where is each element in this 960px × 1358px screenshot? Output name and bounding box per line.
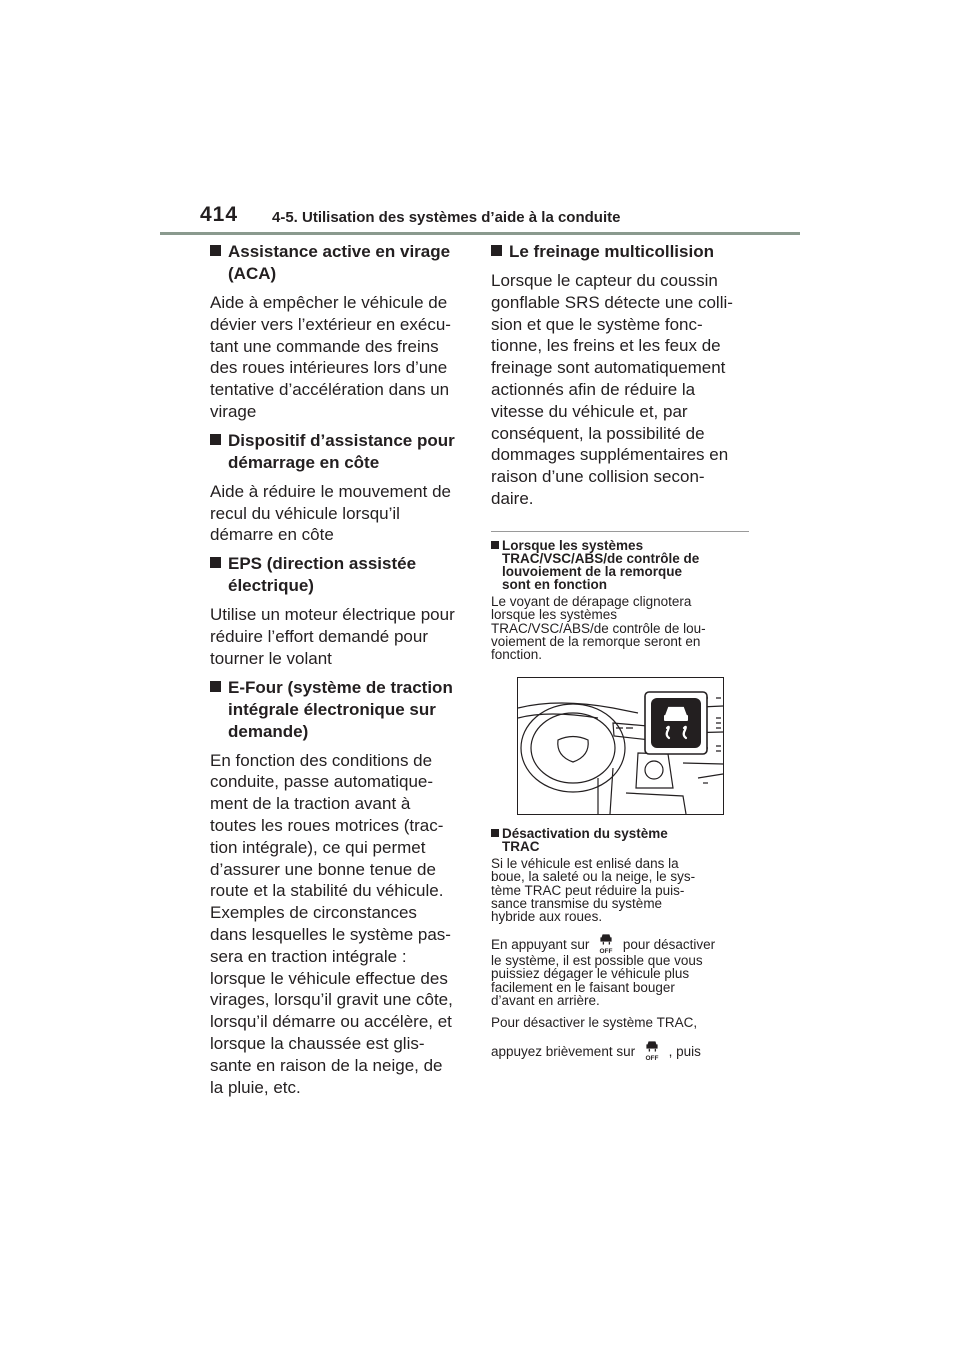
dashboard-illustration [517,677,724,815]
bullet-square-icon [491,829,499,837]
press-instructions: En appuyant sur OFF pour désactiver le système, il est possible que vous puissiez dégager le véhicule plus facilement en le faisant bouger d’avant en arrière. [491,932,753,1008]
aca-heading-text: Assistance active en virage (ACA) [228,242,451,283]
header-rule [160,232,800,235]
multi-heading [491,241,753,263]
eps-heading [210,553,465,597]
efour-heading [210,677,465,743]
left-column [210,241,465,1105]
hill-body: Aide à réduire le mouvement de recul du véhicule lorsqu’il démarre en côte [210,481,451,545]
press-trac-line: Pour désactiver le système TRAC, [491,1015,698,1031]
multi-heading-text: Le freinage multicollision [509,242,714,261]
aca-heading [210,241,465,285]
hill-heading [210,430,465,474]
eps-heading-text: EPS (direction assistée électrique) [228,554,417,596]
bullet-square-icon [210,245,221,256]
press-trac-line2: appuyez brièvement sur OFF , puis [491,1039,753,1061]
bullet-square-icon [210,434,221,445]
multi-body: Lorsque le capteur du coussin gonflable SRS détecte une colli- sion et que le système fonc- tionne, les freins et les feux de freinage sont automatiquement actionnés afin de réduire la vitesse du véhicule et, par conséquent, la possibilité de dommages supplémentaires en raison d’une collision secon- daire. [491,271,733,508]
right-column [491,241,753,1069]
operating-body: Le voyant de dérapage clignotera lorsque les systèmes TRAC/VSC/ABS/de contrôle de lou- voiement de la remorque seront en fonction. [491,593,706,663]
vsc-off-switch-icon [639,1039,665,1061]
section-divider [491,531,749,532]
operating-heading: Lorsque les systèmes TRAC/VSC/ABS/de contrôle de louvoiement de la remorque sont en fonction [491,539,753,591]
eps-body: Utilise un moteur électrique pour réduire l’effort demandé pour tourner le volant [210,605,455,668]
page-number: 414 [200,203,239,226]
bullet-square-icon [210,681,221,692]
bullet-square-icon [491,541,499,549]
svg-text:OFF: OFF [645,1055,659,1062]
deactivation-heading: Désactivation du système TRAC [491,827,753,853]
efour-heading-text: E-Four (système de traction intégrale électronique sur demande) [228,677,453,741]
dashboard-drawing [518,678,723,814]
aca-body: Aide à empêcher le véhicule de dévier vers l’extérieur en exécu- tant une commande des freins des roues intérieures lors d’une tentative d’accélération dans un virage [210,293,451,421]
section-title: 4-5. Utilisation des systèmes d’aide à la conduite [272,209,621,226]
vsc-off-switch-icon [593,932,619,954]
hill-heading-text: Dispositif d’assistance pour démarrage en côte [228,430,455,472]
bullet-square-icon [491,245,502,256]
deactivation-body: Si le véhicule est enlisé dans la boue, la saleté ou la neige, le sys- tème TRAC peut réduire la puis- sance transmise du système hybride aux roues. [491,855,696,925]
efour-body: En fonction des conditions de conduite, passe automatique- ment de la traction avant à toutes les roues motrices (trac- tion intégrale), ce qui permet d’assurer une bonne tenue de route et la stabilité du véhicule. Exemples de circonstances dans lesquelles le système pas- sera en traction intégrale : lorsque le véhicule effectue des virages, lorsqu’il gravit une côte, lorsqu’il démarre ou accélère, et lorsque la chaussée est glis- sante en raison de la neige, de la pluie, etc. [210,750,453,1097]
svg-text:OFF: OFF [599,947,613,954]
bullet-square-icon [210,557,221,568]
